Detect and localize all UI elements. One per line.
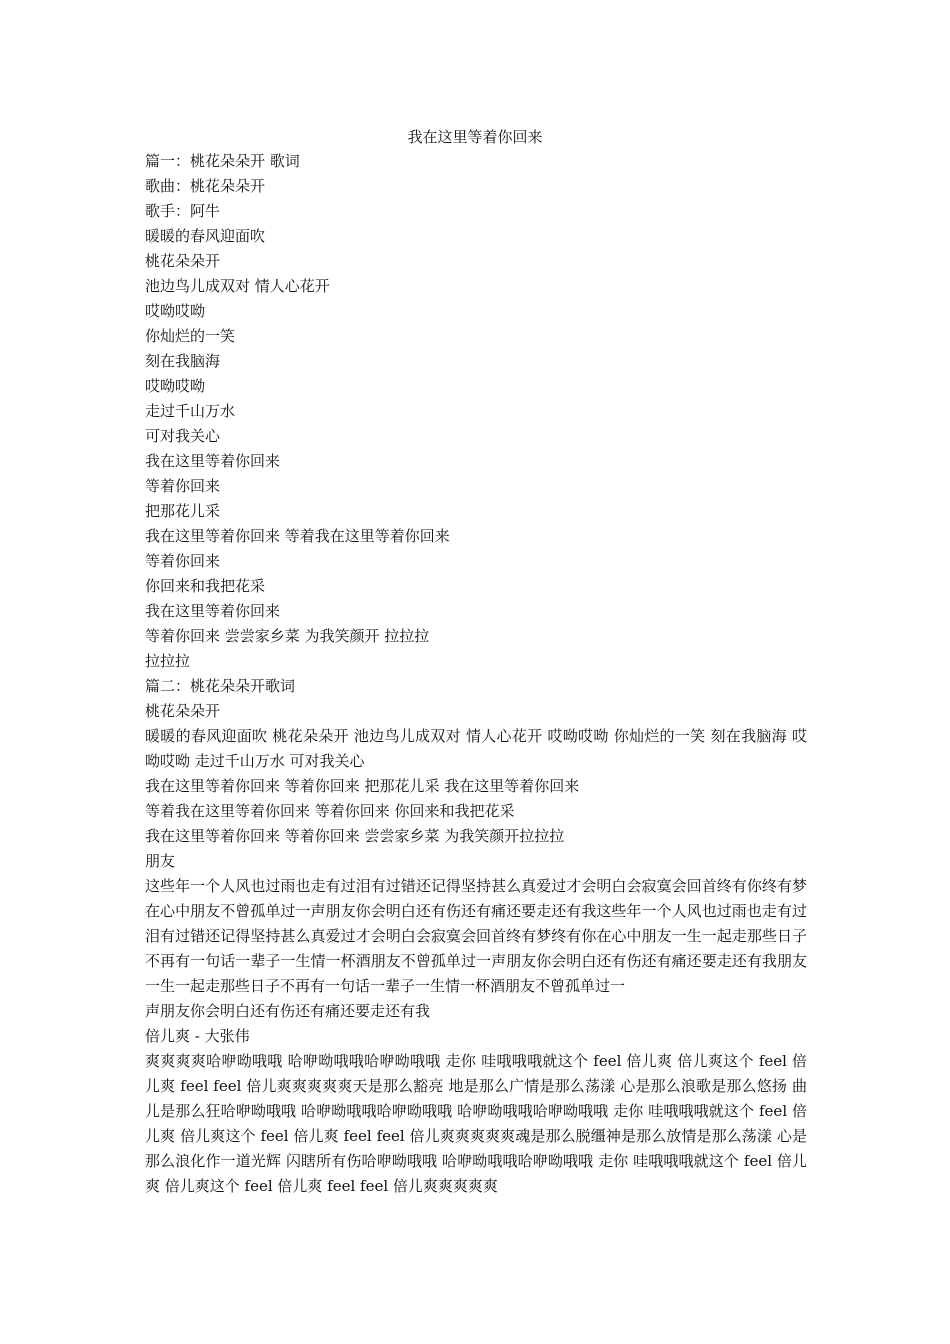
text-line: 拉拉拉 xyxy=(145,652,191,670)
text-line: 桃花朵朵开 xyxy=(145,252,221,270)
paragraph: 这些年一个人风也过雨也走有过泪有过错还记得坚持甚么真爱过才会明白会寂寞会回首终有你终有梦在心中朋友不曾孤单过一声朋友你会明白还有伤还有痛还要走还有我这些年一个人风也过雨也走有过泪有过错还记得坚持甚么真爱过才会明白会寂寞会回首终有梦终有你在心中朋友一生一起走那些日子不再有一句话一辈子一生情一杯酒朋友不曾孤单过一声朋友你会明白还有伤还有痛还要走还有我朋友一生一起走那些日子不再有一句话一辈子一生情一杯酒朋友不曾孤单过一 xyxy=(145,877,807,995)
text-line: 暖暖的春风迎面吹 xyxy=(145,227,266,245)
text-line: 池边鸟儿成双对 情人心花开 xyxy=(145,277,330,295)
text-line: 哎呦哎呦 xyxy=(145,302,206,320)
text-line: 朋友 xyxy=(145,852,176,870)
text-line: 倍儿爽 - 大张伟 xyxy=(145,1027,250,1045)
text-line: 可对我关心 xyxy=(145,427,221,445)
text-line: 等着我在这里等着你回来 等着你回来 你回来和我把花采 xyxy=(145,802,515,820)
paragraph: 暖暖的春风迎面吹 桃花朵朵开 池边鸟儿成双对 情人心花开 哎呦哎呦 你灿烂的一笑 刻在我脑海 哎呦哎呦 走过千山万水 可对我关心 xyxy=(145,727,807,770)
text-line: 我在这里等着你回来 xyxy=(145,602,281,620)
text-line: 走过千山万水 xyxy=(145,402,236,420)
text-line: 歌曲：桃花朵朵开 xyxy=(145,177,266,195)
text-line: 你灿烂的一笑 xyxy=(145,327,236,345)
text-line: 刻在我脑海 xyxy=(145,352,221,370)
text-line: 歌手：阿牛 xyxy=(145,202,221,220)
text-line: 哎呦哎呦 xyxy=(145,377,206,395)
text-line: 我在这里等着你回来 xyxy=(145,452,281,470)
text-line: 我在这里等着你回来 等着你回来 把那花儿采 我在这里等着你回来 xyxy=(145,777,580,795)
text-line: 你回来和我把花采 xyxy=(145,577,266,595)
text-line: 等着你回来 尝尝家乡菜 为我笑颜开 拉拉拉 xyxy=(145,627,430,645)
paragraph: 爽爽爽爽哈咿呦哦哦 哈咿呦哦哦哈咿呦哦哦 走你 哇哦哦哦就这个 feel 倍儿爽 倍儿爽这个 feel 倍儿爽 feel feel 倍儿爽爽爽爽爽天是那么豁亮 地是那么广情是那么荡漾 心是那么浪歌是那么悠扬 曲儿是那么狂哈咿呦哦哦 哈咿呦哦哦哈咿呦哦哦 哈咿呦哦哦哈咿呦哦哦 走你 哇哦哦哦就这个 feel 倍儿爽 倍儿爽这个 feel 倍儿爽 feel feel 倍儿爽爽爽爽爽魂是那么脱缰神是那么放情是那么荡漾 心是那么浪化作一道光辉 闪瞎所有伤哈咿呦哦哦 哈咿呦哦哦哈咿呦哦哦 走你 哇哦哦哦就这个 feel 倍儿爽 倍儿爽这个 feel 倍儿爽 feel feel 倍儿爽爽爽爽爽 xyxy=(145,1052,807,1195)
text-line: 把那花儿采 xyxy=(145,502,221,520)
document-body xyxy=(145,149,807,1199)
text-line: 篇一：桃花朵朵开 歌词 xyxy=(145,152,300,170)
text-line: 我在这里等着你回来 等着我在这里等着你回来 xyxy=(145,527,450,545)
text-line: 等着你回来 xyxy=(145,477,221,495)
section-heading: 篇二：桃花朵朵开歌词 xyxy=(145,677,296,695)
document-title: 我在这里等着你回来 xyxy=(407,128,543,146)
text-line: 声朋友你会明白还有伤还有痛还要走还有我 xyxy=(145,1002,431,1020)
text-line: 等着你回来 xyxy=(145,552,221,570)
text-line: 桃花朵朵开 xyxy=(145,702,221,720)
text-line: 我在这里等着你回来 等着你回来 尝尝家乡菜 为我笑颜开拉拉拉 xyxy=(145,827,565,845)
